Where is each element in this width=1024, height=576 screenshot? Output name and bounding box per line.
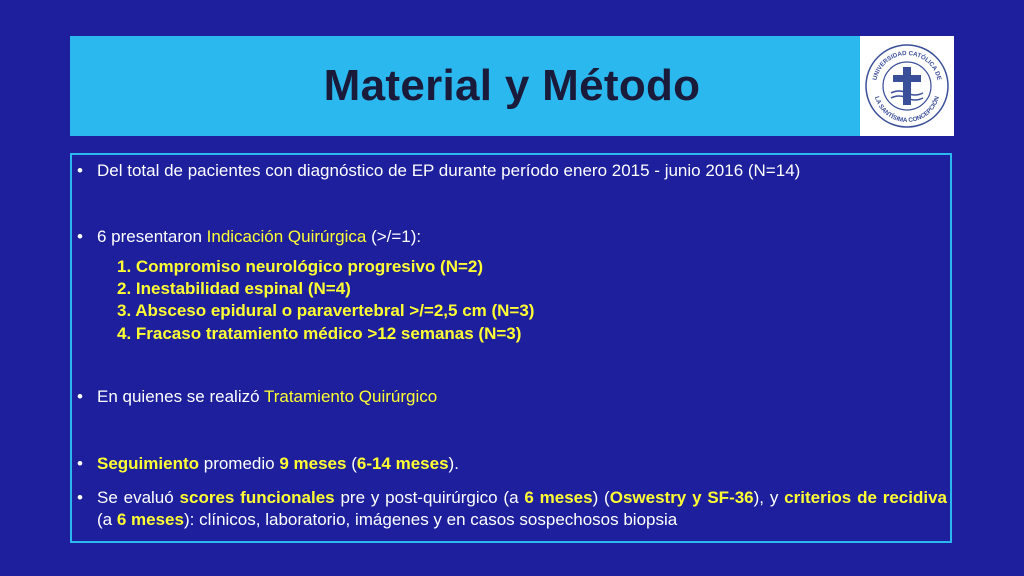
followup-end: ). (448, 454, 459, 473)
evaluation-text: pre y post-quirúrgico (a (334, 488, 525, 507)
indication-text: 6 presentaron (97, 227, 207, 246)
bullet-indication (97, 226, 421, 248)
evaluation-highlight: 6 meses (524, 488, 593, 507)
evaluation-highlight: Oswestry y SF-36 (609, 488, 754, 507)
bullet-followup (97, 453, 459, 475)
followup-paren: ( (346, 454, 357, 473)
followup-text: promedio (199, 454, 280, 473)
criteria-item: 3. Absceso epidural o paravertebral >/=2,5 cm (N=3) (117, 301, 535, 320)
evaluation-text: (a (97, 510, 117, 529)
bullet-patients (97, 160, 800, 182)
evaluation-highlight: scores funcionales (179, 488, 335, 507)
content-box (70, 153, 952, 543)
svg-text:LA SANTÍSIMA CONCEPCIÓN: LA SANTÍSIMA CONCEPCIÓN (873, 95, 942, 125)
followup-months: 9 meses (279, 454, 347, 473)
treatment-highlight: Tratamiento Quirúrgico (263, 387, 438, 406)
treatment-text: En quienes se realizó (97, 387, 264, 406)
evaluation-text: ): clínicos, laboratorio, imágenes y en casos sospechosos biopsia (183, 510, 678, 529)
criteria-item: 4. Fracaso tratamiento médico >12 semanas (N=3) (117, 324, 522, 343)
university-logo (860, 36, 954, 136)
bullet-evaluation (97, 487, 947, 531)
followup-range: 6-14 meses (356, 454, 449, 473)
university-seal-icon (864, 43, 950, 129)
svg-text:UNIVERSIDAD CATÓLICA DE: UNIVERSIDAD CATÓLICA DE (871, 49, 943, 81)
title-bar (70, 36, 954, 136)
criteria-item: 1. Compromiso neurológico progresivo (N=2) (117, 257, 484, 276)
indication-highlight: Indicación Quirúrgica (206, 227, 367, 246)
patients-text: Del total de pacientes con diagnóstico de EP durante período enero 2015 - junio 2016 (N=14) (97, 161, 801, 180)
evaluation-highlight: criterios de recidiva (784, 488, 947, 507)
evaluation-highlight: 6 meses (116, 510, 184, 529)
evaluation-text: ) ( (592, 488, 610, 507)
followup-highlight: Seguimiento (97, 454, 200, 473)
slide-title: Material y Método (323, 61, 701, 110)
bullet-treatment (97, 386, 437, 408)
criteria-item: 2. Inestabilidad espinal (N=4) (117, 279, 351, 298)
indication-suffix: (>/=1): (366, 227, 422, 246)
evaluation-text: Se evaluó (97, 488, 180, 507)
evaluation-text: ), y (753, 488, 785, 507)
